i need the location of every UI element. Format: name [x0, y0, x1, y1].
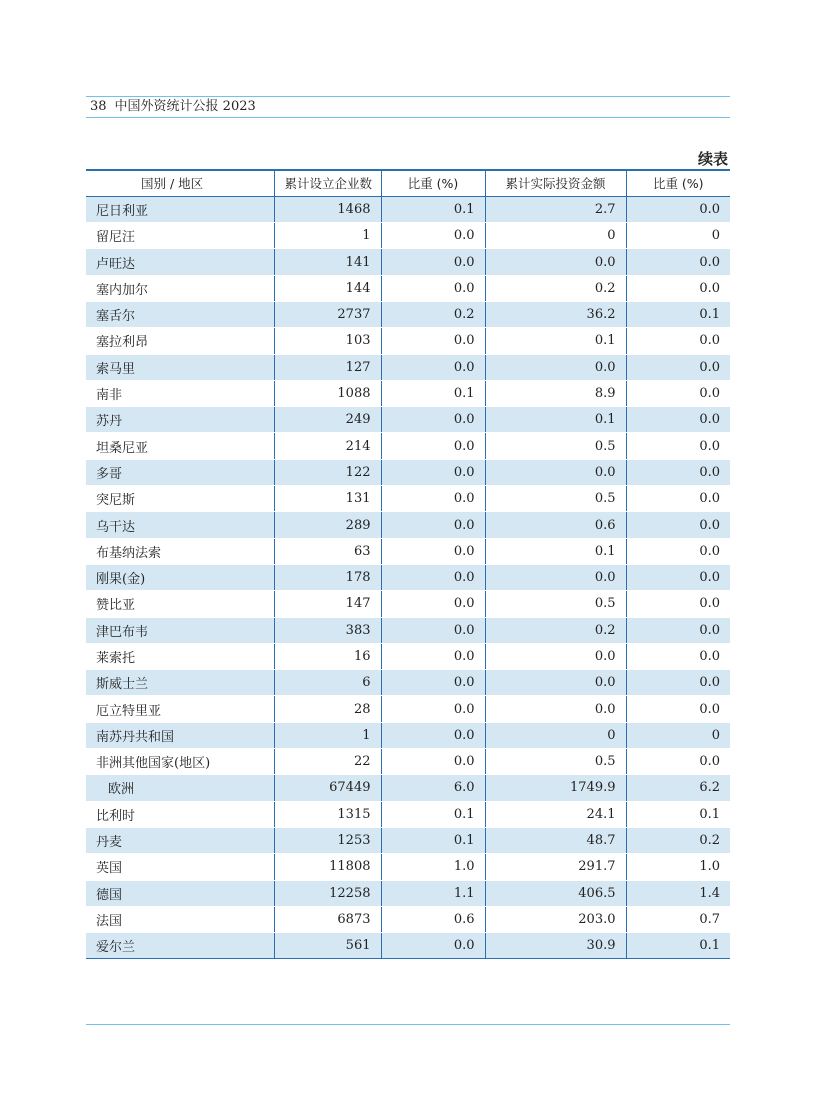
cell-investment: 0.0: [485, 249, 626, 275]
table-row: [86, 433, 730, 459]
cell-share-enterprises: 0.0: [381, 933, 485, 959]
cell-region-name: 塞拉利昂: [86, 328, 274, 354]
cell-investment: 48.7: [485, 827, 626, 853]
cell-enterprises: 63: [274, 538, 381, 564]
cell-share-investment: 6.2: [626, 775, 730, 801]
cell-investment: 36.2: [485, 301, 626, 327]
cell-investment: 24.1: [485, 801, 626, 827]
cell-share-investment: 0.1: [626, 801, 730, 827]
cell-share-investment: 0.0: [626, 670, 730, 696]
table-row: [86, 643, 730, 669]
col-header-investment: 累计实际投资金额: [485, 170, 626, 196]
col-header-region: 国别 / 地区: [86, 170, 274, 196]
table-row: [86, 906, 730, 932]
cell-share-enterprises: 0.0: [381, 564, 485, 590]
table-row: [86, 591, 730, 617]
table-row: [86, 328, 730, 354]
footer-rule: [86, 1024, 730, 1025]
cell-share-investment: 0.0: [626, 643, 730, 669]
cell-share-enterprises: 0.0: [381, 486, 485, 512]
cell-investment: 0.0: [485, 459, 626, 485]
cell-share-investment: 0.0: [626, 459, 730, 485]
col-header-share-enterprises: 比重 (%): [381, 170, 485, 196]
cell-share-enterprises: 0.2: [381, 301, 485, 327]
cell-region-name: 苏丹: [86, 407, 274, 433]
cell-region-name: 索马里: [86, 354, 274, 380]
cell-share-enterprises: 0.0: [381, 617, 485, 643]
table-row: [86, 275, 730, 301]
cell-enterprises: 141: [274, 249, 381, 275]
cell-share-investment: 0.7: [626, 906, 730, 932]
cell-investment: 0.0: [485, 696, 626, 722]
cell-region-name: 刚果(金): [86, 564, 274, 590]
cell-enterprises: 16: [274, 643, 381, 669]
cell-investment: 8.9: [485, 380, 626, 406]
cell-share-enterprises: 0.0: [381, 354, 485, 380]
cell-investment: 0.2: [485, 617, 626, 643]
cell-region-name: 厄立特里亚: [86, 696, 274, 722]
cell-enterprises: 127: [274, 354, 381, 380]
cell-investment: 0.1: [485, 328, 626, 354]
table-row: [86, 617, 730, 643]
cell-region-name: 爱尔兰: [86, 933, 274, 959]
cell-enterprises: 1: [274, 223, 381, 249]
table-row: [86, 722, 730, 748]
cell-share-enterprises: 0.0: [381, 328, 485, 354]
cell-enterprises: 289: [274, 512, 381, 538]
cell-investment: 0.1: [485, 407, 626, 433]
cell-region-name: 布基纳法索: [86, 538, 274, 564]
page-number: 38: [90, 99, 107, 114]
table-row: [86, 696, 730, 722]
cell-share-enterprises: 0.0: [381, 722, 485, 748]
cell-region-name: 丹麦: [86, 827, 274, 853]
cell-enterprises: 12258: [274, 880, 381, 906]
cell-share-enterprises: 0.0: [381, 696, 485, 722]
cell-region-name: 多哥: [86, 459, 274, 485]
cell-share-enterprises: 0.0: [381, 407, 485, 433]
cell-investment: 0.0: [485, 564, 626, 590]
cell-share-enterprises: 0.0: [381, 591, 485, 617]
cell-investment: 0.6: [485, 512, 626, 538]
cell-region-name: 卢旺达: [86, 249, 274, 275]
cell-region-name: 斯威士兰: [86, 670, 274, 696]
table-row: [86, 749, 730, 775]
table-row: [86, 459, 730, 485]
cell-enterprises: 1: [274, 722, 381, 748]
cell-share-investment: 0.0: [626, 486, 730, 512]
table-row: [86, 301, 730, 327]
cell-investment: 1749.9: [485, 775, 626, 801]
cell-share-investment: 0.0: [626, 617, 730, 643]
cell-region-name: 突尼斯: [86, 486, 274, 512]
table-row: [86, 854, 730, 880]
cell-investment: 0.2: [485, 275, 626, 301]
cell-region-name: 莱索托: [86, 643, 274, 669]
running-header: [90, 99, 256, 115]
header-top-rule: [86, 96, 730, 97]
cell-enterprises: 1315: [274, 801, 381, 827]
cell-share-enterprises: 0.1: [381, 827, 485, 853]
cell-share-investment: 1.4: [626, 880, 730, 906]
cell-investment: 0.5: [485, 591, 626, 617]
cell-enterprises: 383: [274, 617, 381, 643]
table-row: [86, 407, 730, 433]
cell-enterprises: 6: [274, 670, 381, 696]
table-row: [86, 538, 730, 564]
cell-share-investment: 0.2: [626, 827, 730, 853]
cell-region-name: 塞内加尔: [86, 275, 274, 301]
cell-share-investment: 0.0: [626, 380, 730, 406]
cell-share-investment: 0: [626, 223, 730, 249]
cell-share-investment: 0.0: [626, 538, 730, 564]
table-body: [86, 196, 730, 959]
cell-investment: 0.5: [485, 433, 626, 459]
cell-region-name: 津巴布韦: [86, 617, 274, 643]
table-row: [86, 354, 730, 380]
cell-share-investment: 0.0: [626, 433, 730, 459]
cell-investment: 0: [485, 722, 626, 748]
cell-share-enterprises: 1.0: [381, 854, 485, 880]
cell-region-name: 法国: [86, 906, 274, 932]
cell-investment: 0.5: [485, 749, 626, 775]
cell-investment: 0.0: [485, 354, 626, 380]
cell-region-name: 南非: [86, 380, 274, 406]
cell-investment: 0: [485, 223, 626, 249]
cell-share-enterprises: 0.0: [381, 275, 485, 301]
table-row: [86, 827, 730, 853]
cell-investment: 203.0: [485, 906, 626, 932]
cell-investment: 0.1: [485, 538, 626, 564]
cell-share-enterprises: 0.1: [381, 801, 485, 827]
cell-share-investment: 0: [626, 722, 730, 748]
cell-share-investment: 0.0: [626, 249, 730, 275]
cell-region-name: 非洲其他国家(地区): [86, 749, 274, 775]
cell-enterprises: 144: [274, 275, 381, 301]
cell-region-name: 赞比亚: [86, 591, 274, 617]
cell-region-name: 南苏丹共和国: [86, 722, 274, 748]
cell-share-investment: 0.0: [626, 354, 730, 380]
table-row: [86, 380, 730, 406]
header-bottom-rule: [86, 117, 730, 118]
cell-share-investment: 0.0: [626, 196, 730, 222]
publication-title: 中国外资统计公报 2023: [114, 99, 256, 114]
table-row: [86, 486, 730, 512]
cell-share-enterprises: 0.6: [381, 906, 485, 932]
cell-share-enterprises: 0.0: [381, 670, 485, 696]
cell-enterprises: 122: [274, 459, 381, 485]
table-row: [86, 670, 730, 696]
cell-share-investment: 0.0: [626, 564, 730, 590]
col-header-enterprises: 累计设立企业数: [274, 170, 381, 196]
table-row: [86, 196, 730, 222]
cell-investment: 0.5: [485, 486, 626, 512]
cell-share-investment: 0.1: [626, 933, 730, 959]
cell-share-enterprises: 0.0: [381, 538, 485, 564]
table-row: [86, 801, 730, 827]
cell-region-name: 英国: [86, 854, 274, 880]
cell-enterprises: 214: [274, 433, 381, 459]
cell-share-investment: 0.0: [626, 328, 730, 354]
cell-enterprises: 22: [274, 749, 381, 775]
cell-enterprises: 28: [274, 696, 381, 722]
cell-share-enterprises: 0.0: [381, 749, 485, 775]
table-row: [86, 933, 730, 959]
table-row: [86, 880, 730, 906]
cell-enterprises: 561: [274, 933, 381, 959]
continuation-label: 续表: [697, 150, 728, 168]
cell-region-name: 坦桑尼亚: [86, 433, 274, 459]
cell-investment: 2.7: [485, 196, 626, 222]
cell-enterprises: 103: [274, 328, 381, 354]
table-row: [86, 564, 730, 590]
cell-investment: 30.9: [485, 933, 626, 959]
cell-enterprises: 11808: [274, 854, 381, 880]
col-header-share-investment: 比重 (%): [626, 170, 730, 196]
cell-share-investment: 0.0: [626, 591, 730, 617]
cell-share-enterprises: 6.0: [381, 775, 485, 801]
cell-region-name: 尼日利亚: [86, 196, 274, 222]
cell-share-investment: 0.0: [626, 275, 730, 301]
table-row: [86, 223, 730, 249]
cell-enterprises: 249: [274, 407, 381, 433]
cell-region-name: 乌干达: [86, 512, 274, 538]
table-header-row: [86, 170, 730, 196]
cell-share-enterprises: 0.0: [381, 249, 485, 275]
investment-table: [86, 169, 730, 959]
cell-share-investment: 0.0: [626, 512, 730, 538]
cell-enterprises: 131: [274, 486, 381, 512]
cell-share-enterprises: 0.1: [381, 380, 485, 406]
table-row: [86, 775, 730, 801]
cell-share-enterprises: 0.0: [381, 512, 485, 538]
cell-share-enterprises: 1.1: [381, 880, 485, 906]
table-row: [86, 249, 730, 275]
cell-share-enterprises: 0.0: [381, 459, 485, 485]
cell-enterprises: 67449: [274, 775, 381, 801]
cell-share-investment: 0.0: [626, 407, 730, 433]
cell-region-name: 欧洲: [86, 775, 274, 801]
cell-share-enterprises: 0.0: [381, 643, 485, 669]
cell-enterprises: 6873: [274, 906, 381, 932]
cell-investment: 0.0: [485, 670, 626, 696]
cell-share-investment: 0.1: [626, 301, 730, 327]
cell-enterprises: 178: [274, 564, 381, 590]
cell-investment: 0.0: [485, 643, 626, 669]
cell-enterprises: 147: [274, 591, 381, 617]
cell-share-enterprises: 0.0: [381, 223, 485, 249]
cell-share-enterprises: 0.0: [381, 433, 485, 459]
cell-enterprises: 1088: [274, 380, 381, 406]
table-row: [86, 512, 730, 538]
cell-region-name: 塞舌尔: [86, 301, 274, 327]
cell-region-name: 比利时: [86, 801, 274, 827]
cell-share-investment: 0.0: [626, 696, 730, 722]
cell-share-investment: 1.0: [626, 854, 730, 880]
cell-enterprises: 2737: [274, 301, 381, 327]
cell-enterprises: 1468: [274, 196, 381, 222]
cell-share-enterprises: 0.1: [381, 196, 485, 222]
cell-enterprises: 1253: [274, 827, 381, 853]
cell-share-investment: 0.0: [626, 749, 730, 775]
cell-investment: 291.7: [485, 854, 626, 880]
cell-region-name: 留尼汪: [86, 223, 274, 249]
cell-investment: 406.5: [485, 880, 626, 906]
cell-region-name: 德国: [86, 880, 274, 906]
